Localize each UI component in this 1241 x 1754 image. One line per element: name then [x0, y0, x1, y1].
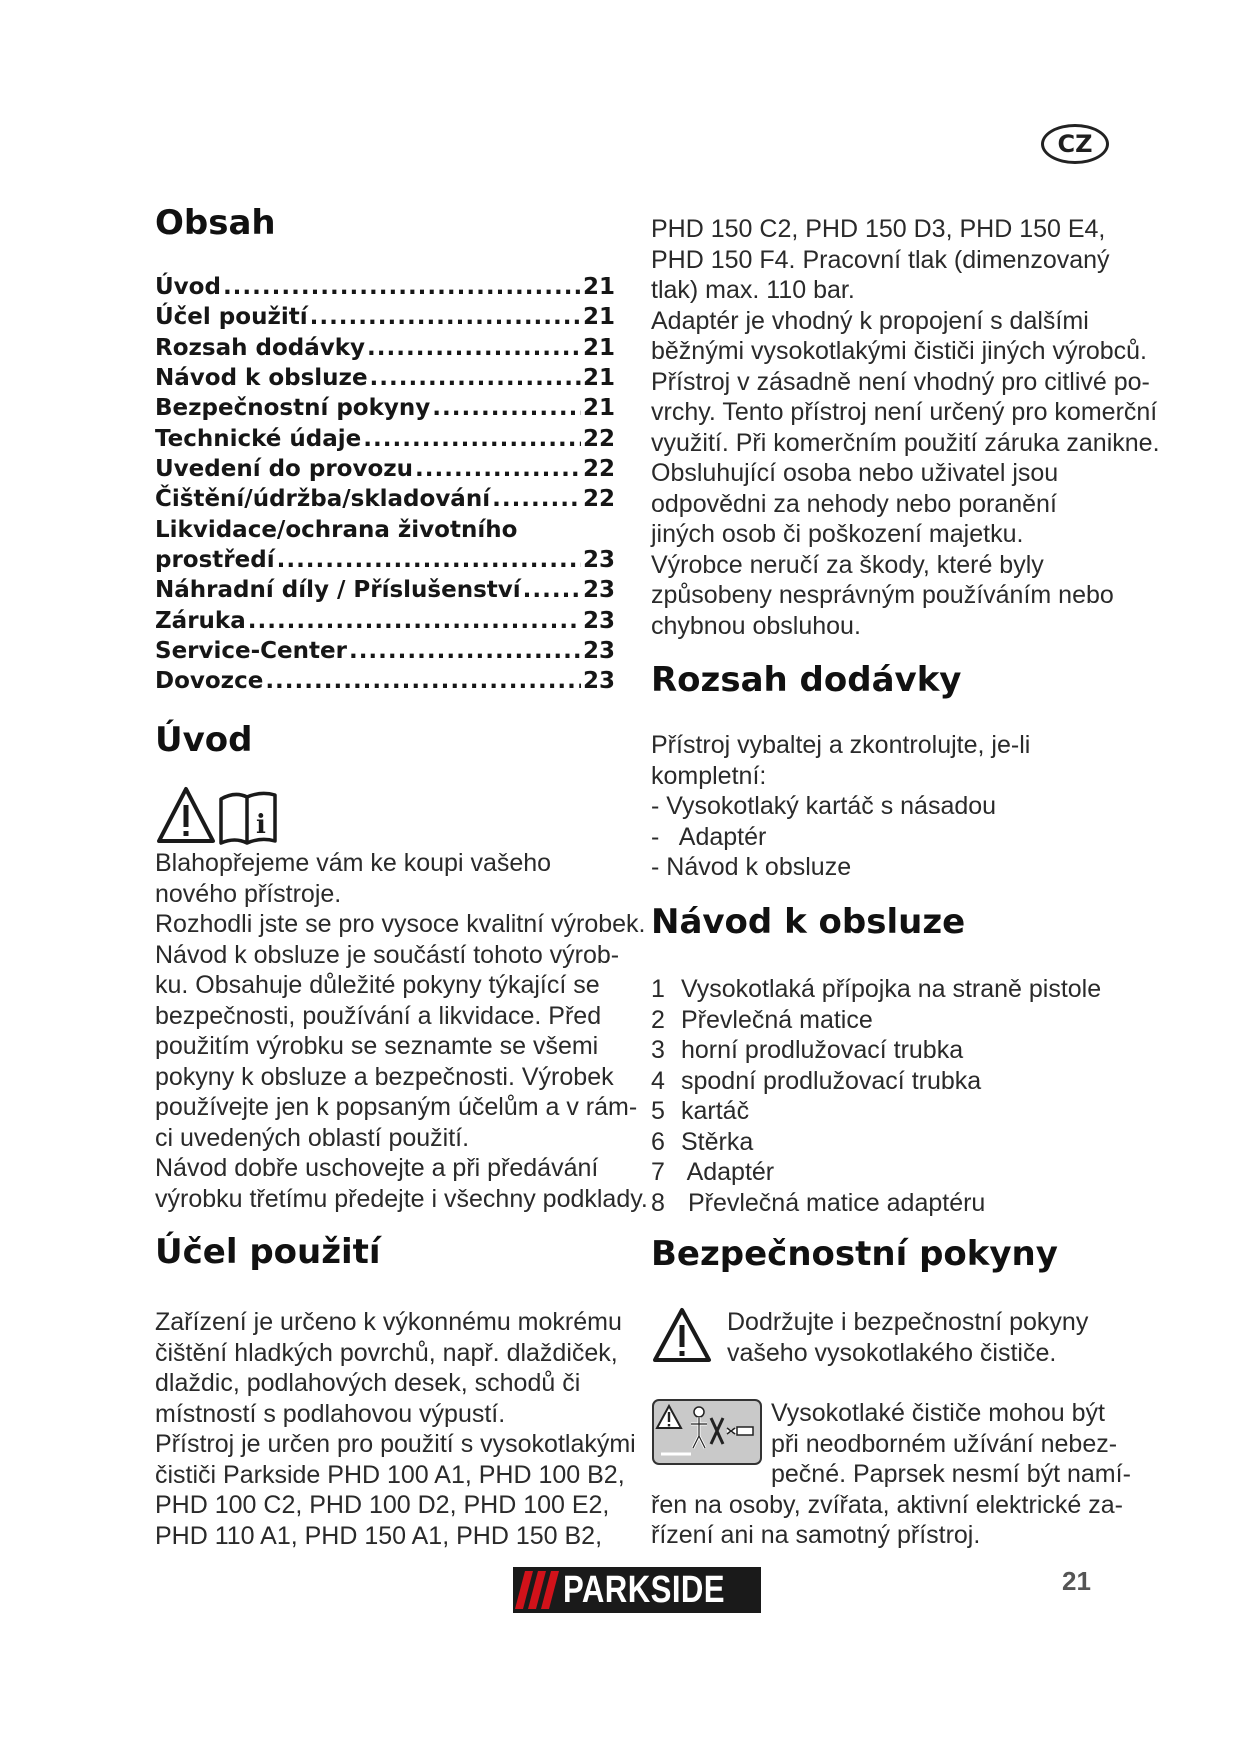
toc-item[interactable]: Dovozce ..... 23: [155, 668, 615, 698]
toc-item[interactable]: Čištění/údržba/skladování ..... 22: [155, 486, 615, 516]
svg-text:i: i: [256, 810, 266, 840]
toc-item[interactable]: Rozsah dodávky ..... 21: [155, 335, 615, 365]
purpose-text: Zařízení je určeno k výkonnému mokrému čištění hladkých povrchů, např. dlaždiček, dlaždic, podlahových desek, schodů či místností s podlahovou výpustí. Přístroj je určen pro použití s vysokotlakými čističi Parkside PHD 100 A1, PHD 100 B2, PHD 100 C2, PHD 100 D2, PHD 100 E2, PHD 110 A1, PHD 150 A1, PHD 150 B2,: [155, 1308, 636, 1550]
read-manual-icon: [155, 785, 290, 845]
toc-item[interactable]: Service-Center ..... 23: [155, 638, 615, 668]
parkside-logo: [513, 1567, 761, 1613]
section-title-manual: Návod k obsluze: [651, 902, 966, 942]
list-item: - Adaptér: [651, 822, 767, 851]
section-title-delivery: Rozsah dodávky: [651, 660, 962, 700]
brand-name: PARKSIDE: [563, 1568, 725, 1611]
language-badge: CZ: [1041, 124, 1109, 164]
spray-hazard-icon: [651, 1398, 763, 1466]
parts-list: 1 Vysokotlaká přípojka na straně pistole 2 Převlečná matice 3 horní prodlužovací trubka 4 spodní prodlužovací trubka 5 kartáč 6 Stěrka 7 Adaptér 8 Převlečná matice adaptéru: [651, 975, 1102, 1217]
toc-item[interactable]: Bezpečnostní pokyny ..... 21: [155, 395, 615, 425]
toc-item[interactable]: prostředí ..... 23: [155, 547, 615, 577]
toc-item[interactable]: Technické údaje ..... 22: [155, 426, 615, 456]
warning-icon: [651, 1306, 713, 1364]
toc-item[interactable]: Návod k obsluze ..... 21: [155, 365, 615, 395]
section-title-intro: Úvod: [155, 720, 253, 760]
toc-item[interactable]: Úvod ..... 21: [155, 274, 615, 304]
toc-title: Obsah: [155, 203, 276, 243]
safety-note: Dodržujte i bezpečnostní pokyny vašeho vysokotlakého čističe.: [727, 1308, 1089, 1367]
toc-item[interactable]: Uvedení do provozu ..... 22: [155, 456, 615, 486]
toc-item[interactable]: Náhradní díly / Příslušenství ..... 23: [155, 577, 615, 607]
toc-item[interactable]: Záruka ..... 23: [155, 608, 615, 638]
list-item: - Vysokotlaký kartáč s násadou: [651, 792, 997, 820]
purpose-text-continued: PHD 150 C2, PHD 150 D3, PHD 150 E4, PHD 150 F4. Pracovní tlak (dimenzovaný tlak) max. 110 bar. Adaptér je vhodný k propojení s dalšími běžnými vysokotlakými čističi jiných výrobců. Přístroj v zásadně není vhodný pro citlivé po- vrchy. Tento přístroj není určený pro komerční využití. Při komerčním použití záruka zanikne. Obsluhující osoba nebo uživatel jsou odpovědni za nehody nebo poranění jiných osob či poškození majetku. Výrobce neručí za škody, které byly způsobeny nesprávným používáním nebo chybnou obsluhou.: [651, 215, 1160, 640]
safety-warning-text-a: Vysokotlaké čističe mohou být při neodborném užívání nebez- pečné. Paprsek nesmí být namí-: [771, 1399, 1131, 1488]
delivery-text: Přístroj vybaltej a zkontrolujte, je-li kompletní: - Vysokotlaký kartáč s násadou - Adaptér - Návod k obsluze: [651, 731, 1031, 881]
toc-item[interactable]: Likvidace/ochrana životního: [155, 517, 518, 543]
list-item: - Návod k obsluze: [651, 853, 852, 881]
section-title-safety: Bezpečnostní pokyny: [651, 1234, 1058, 1274]
page-number: 21: [1062, 1566, 1091, 1596]
section-title-purpose: Účel použití: [155, 1232, 381, 1272]
intro-text: Blahopřejeme vám ke koupi vašeho nového přístroje. Rozhodli jste se pro vysoce kvalitní výrobek. Návod k obsluze je součástí tohoto výrob- ku. Obsahuje důležité pokyny týkající se bezpečnosti, používání a likvidace. Před použitím výrobku se seznamte se všemi pokyny k obsluze a bezpečnosti. Výrobek používejte jen k popsaným účelům a v rám- ci uvedených oblastí použití. Návod dobře uschovejte a při předávání výrobku třetímu předejte i všechny podklady.: [155, 849, 648, 1213]
logo-stripes-icon: [513, 1567, 563, 1613]
toc-item[interactable]: Účel použití ..... 21: [155, 304, 615, 334]
safety-warning-text-b: řen na osoby, zvířata, aktivní elektrické za- řízení ani na samotný přístroj.: [651, 1490, 1123, 1549]
